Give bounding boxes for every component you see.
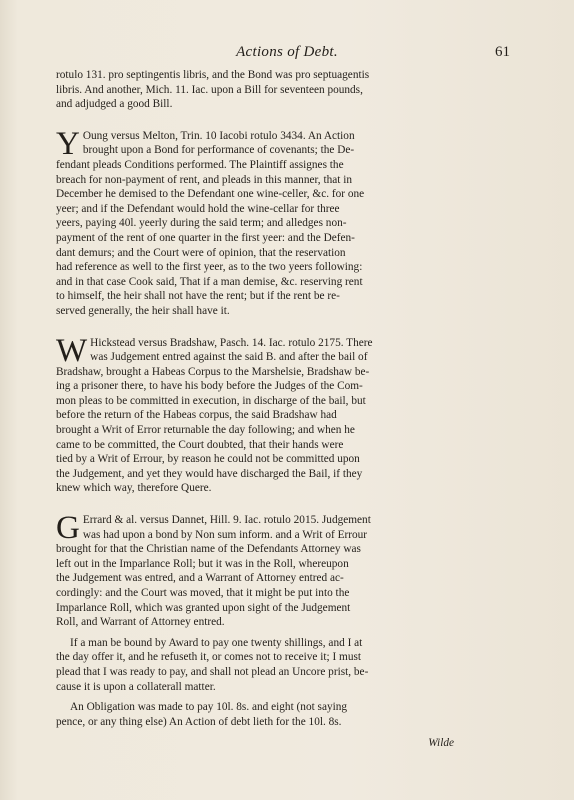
drop-cap: Y [56, 125, 80, 162]
text-line: and adjudged a good Bill. [56, 98, 173, 111]
drop-cap: W [56, 332, 88, 369]
running-title: Actions of Debt. [236, 44, 338, 60]
text-line: fendant pleads Conditions performed. The Plaintiff assignes the [56, 158, 344, 171]
text-line: Bradshaw, brought a Habeas Corpus to the Marshelsie, Bradshaw be- [56, 365, 370, 378]
text-line: ing a prisoner there, to have his body before the Judges of the Com- [56, 380, 363, 393]
paragraph-obligation [56, 700, 454, 729]
text-line: libris. And another, Mich. 11. Iac. upon a Bill for seventeen pounds, [56, 83, 363, 96]
text-line: yeers, paying 40l. yeerly during the said term; and alledges non- [56, 217, 347, 230]
body-text [56, 68, 454, 729]
text-line: pence, or any thing else) An Action of debt lieth for the 10l. 8s. [56, 715, 342, 728]
paragraph-whickstead-v-bradshaw [56, 332, 454, 497]
text-line: If a man be bound by Award to pay one twenty shillings, and I at [70, 636, 363, 649]
paragraph-bond-continuation [56, 68, 454, 112]
text-line: brought upon a Bond for performance of covenants; the De- [82, 144, 355, 157]
text-line: December he demised to the Defendant one wine-celler, &c. for one [56, 188, 365, 201]
text-line: mon pleas to be committed in execution, in discharge of the bail, but [56, 394, 366, 407]
text-line: was had upon a bond by Non sum inform. and a Writ of Errour [82, 528, 368, 541]
page-header [0, 44, 574, 66]
text-line: brought a Writ of Error returnable the day following; and when he [56, 424, 355, 437]
text-line: before the return of the Habeas corpus, the said Bradshaw had [56, 409, 337, 422]
text-line: plead that I was ready to pay, and shall not plead an Uncore prist, be- [56, 665, 369, 678]
text-line: Hickstead versus Bradshaw, Pasch. 14. Iac. rotulo 2175. There [90, 336, 373, 349]
text-line: rotulo 131. pro septingentis libris, and the Bond was pro septuagentis [56, 69, 370, 81]
text-line: the Judgement was entred, and a Warrant of Attorney entred ac- [56, 572, 344, 585]
text-line: An Obligation was made to pay 10l. 8s. and eight (not saying [70, 701, 348, 714]
text-line: brought for that the Christian name of the Defendants Attorney was [56, 543, 361, 556]
text-line: dant demurs; and the Court were of opinion, that the reservation [56, 246, 346, 259]
text-line: to himself, the heir shall not have the rent; but if the rent be re- [56, 290, 340, 303]
drop-cap: G [56, 510, 80, 547]
text-line: breach for non-payment of rent, and pleads in this manner, that in [56, 173, 352, 186]
catchword: Wilde [428, 737, 454, 749]
paragraph-gerrard-v-dannet [56, 510, 454, 630]
text-line: Oung versus Melton, Trin. 10 Iacobi rotulo 3434. An Action [82, 129, 355, 142]
text-line: yeer; and if the Defendant would hold the wine-cellar for three [56, 202, 340, 215]
text-line: and in that case Cook said, That if a man demise, &c. reserving rent [56, 275, 363, 288]
text-line: the day offer it, and he refuseth it, or comes not to receive it; I must [56, 651, 362, 664]
text-line: the Judgement, and yet they would have discharged the Bail, if they [56, 467, 363, 480]
text-line: Roll, and Warrant of Attorney entred. [56, 616, 225, 629]
text-line: Imparlance Roll, which was granted upon sight of the Judgement [56, 601, 351, 614]
text-line: knew which way, therefore Quere. [56, 482, 212, 495]
text-line: tied by a Writ of Errour, by reason he could not be committed upon [56, 453, 360, 466]
paragraph-young-v-melton [56, 125, 454, 319]
page-number: 61 [495, 44, 510, 60]
text-line: served generally, the heir shall have it. [56, 304, 230, 317]
text-line: left out in the Imparlance Roll; but it was in the Roll, whereupon [56, 557, 349, 570]
text-line: payment of the rent of one quarter in the first yeer: and the Defen- [56, 231, 355, 244]
text-line: Errard & al. versus Dannet, Hill. 9. Iac. rotulo 2015. Judgement [82, 514, 371, 527]
paragraph-award [56, 636, 454, 694]
text-line: had reference as well to the first yeer, as to the two yeers following: [56, 261, 363, 274]
text-line: came to be committed, the Court doubted, that their hands were [56, 438, 344, 451]
text-line: cause it is upon a collaterall matter. [56, 680, 216, 693]
text-line: cordingly: and the Court was moved, that it might be put into the [56, 587, 350, 599]
text-line: was Judgement entred against the said B. and after the bail of [90, 351, 368, 364]
